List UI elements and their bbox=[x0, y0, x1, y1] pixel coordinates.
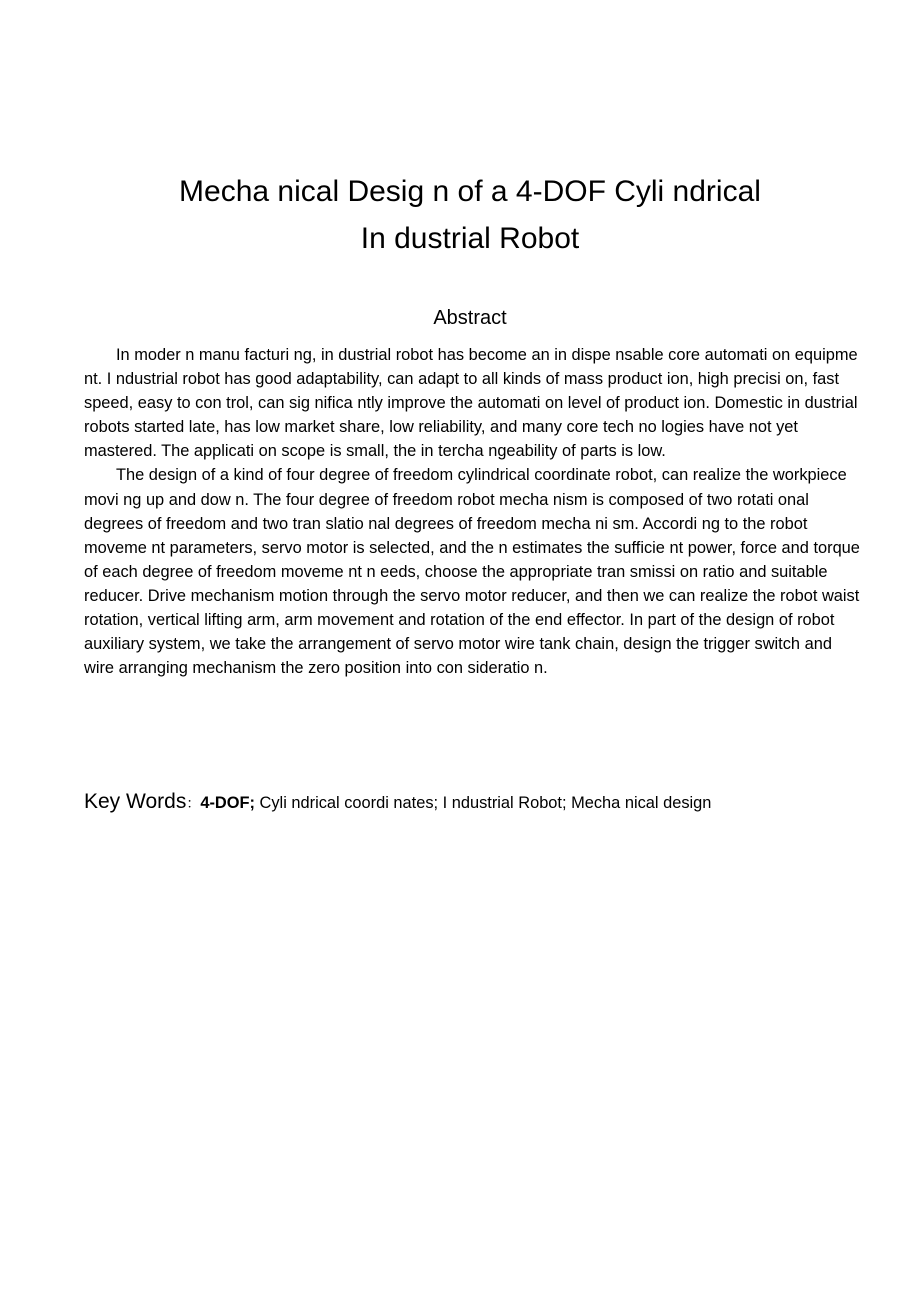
keywords-separator: ： bbox=[186, 795, 201, 811]
document-title bbox=[0, 168, 920, 262]
title-line-2: In dustrial Robot bbox=[360, 222, 580, 255]
keyword-first: 4-DOF; bbox=[200, 794, 255, 812]
keywords-label: Key Words bbox=[84, 790, 187, 813]
abstract-paragraph-2: The design of a kind of four degree of freedom cylindrical coordinate robot, can realize the workpiece movi ng up and dow n. The four degree of freedom robot mecha nism is composed of two rotati onal degrees of freedom and two tran slatio nal degrees of freedom mecha ni sm. Accordi ng to the robot moveme nt parameters, servo motor is selected, and the n estimates the sufficie nt power, force and torque of each degree of freedom moveme nt n eeds, choose the appropriate tran smissi on ratio and suitable reducer. Drive mechanism motion through the servo motor reducer, and then we can realize the robot waist rotation, vertical lifting arm, arm movement and rotation of the end effector. In part of the design of robot auxiliary system, we take the arrangement of servo motor wire tank chain, design the trigger switch and wire arranging mechanism the zero position into con sideratio n. bbox=[84, 466, 860, 678]
abstract-paragraph-1: In moder n manu facturi ng, in dustrial robot has become an in dispe nsable core automati on equipme nt. I ndustrial robot has good adaptability, can adapt to all kinds of mass product ion, high precisi on, fast speed, easy to con trol, can sig nifica ntly improve the automati on level of product ion. Domestic in dustrial robots started late, has low market share, low reliability, and many core tech no logies have not yet mastered. The applicati on scope is small, the in tercha ngeability of parts is low. bbox=[84, 346, 858, 461]
keywords-line bbox=[84, 788, 884, 817]
title-line-1: Mecha nical Desig n of a 4-DOF Cyli ndrical bbox=[179, 175, 761, 208]
abstract-heading: Abstract bbox=[433, 307, 507, 329]
abstract-body bbox=[84, 343, 860, 680]
keywords-rest: Cyli ndrical coordi nates; I ndustrial Robot; Mecha nical design bbox=[254, 794, 712, 812]
